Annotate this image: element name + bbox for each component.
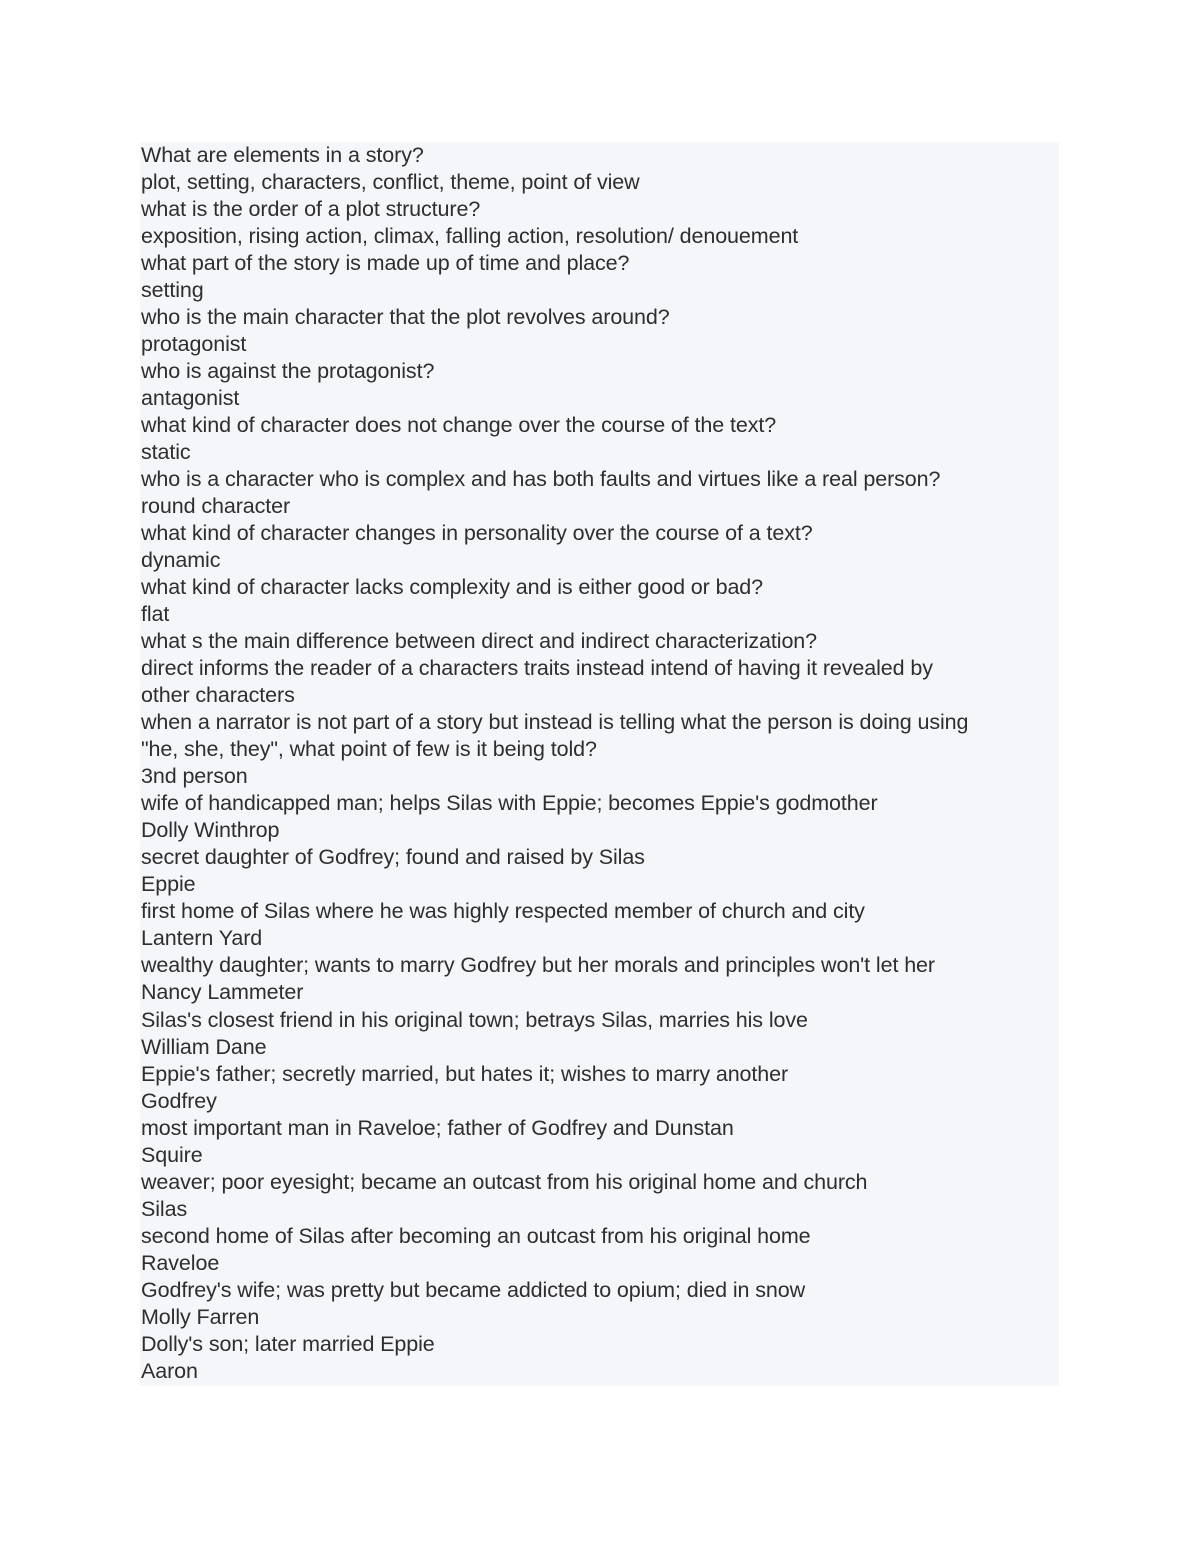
text-line: flat bbox=[141, 602, 170, 627]
text-line: William Dane bbox=[141, 1034, 267, 1059]
text-line: Godfrey bbox=[141, 1088, 217, 1113]
text-line: 3nd person bbox=[141, 764, 248, 789]
text-line: what kind of character does not change over the course of the text? bbox=[141, 413, 777, 438]
text-line: Raveloe bbox=[141, 1250, 220, 1275]
text-line: exposition, rising action, climax, falling action, resolution/ denouement bbox=[141, 224, 799, 249]
text-line: protagonist bbox=[141, 332, 247, 357]
text-line: What are elements in a story? bbox=[141, 143, 424, 167]
text-line: plot, setting, characters, conflict, theme, point of view bbox=[141, 170, 640, 195]
text-line: weaver; poor eyesight; became an outcast from his original home and church bbox=[141, 1169, 868, 1194]
text-line: dynamic bbox=[141, 548, 221, 573]
text-line: what kind of character changes in personality over the course of a text? bbox=[141, 521, 813, 546]
text-line: Molly Farren bbox=[141, 1304, 260, 1329]
text-line: Silas's closest friend in his original town; betrays Silas, marries his love bbox=[141, 1007, 808, 1032]
text-line: when a narrator is not part of a story but instead is telling what the person is doing using bbox=[141, 710, 969, 735]
text-line: who is the main character that the plot revolves around? bbox=[141, 305, 670, 330]
text-line: setting bbox=[141, 278, 204, 303]
text-line: second home of Silas after becoming an outcast from his original home bbox=[141, 1223, 811, 1248]
text-line: what part of the story is made up of time and place? bbox=[141, 251, 630, 276]
text-line: Dolly Winthrop bbox=[141, 818, 280, 843]
text-line: who is a character who is complex and has both faults and virtues like a real person? bbox=[141, 467, 941, 492]
text-line: static bbox=[141, 440, 191, 465]
text-line: antagonist bbox=[141, 386, 240, 411]
text-block bbox=[140, 142, 1059, 1386]
text-line: secret daughter of Godfrey; found and raised by Silas bbox=[141, 845, 645, 870]
text-line: Silas bbox=[141, 1196, 188, 1221]
text-line: Lantern Yard bbox=[141, 926, 263, 951]
text-line: most important man in Raveloe; father of Godfrey and Dunstan bbox=[141, 1115, 734, 1140]
text-line: Squire bbox=[141, 1142, 203, 1167]
text-line: Nancy Lammeter bbox=[141, 980, 304, 1005]
text-line: Eppie bbox=[141, 872, 196, 897]
text-line: other characters bbox=[141, 683, 295, 708]
text-line: Aaron bbox=[141, 1358, 198, 1383]
text-line: Eppie's father; secretly married, but hates it; wishes to marry another bbox=[141, 1061, 789, 1086]
text-line: who is against the protagonist? bbox=[141, 359, 435, 384]
text-line: direct informs the reader of a characters traits instead intend of having it revealed by bbox=[141, 656, 933, 681]
text-line: round character bbox=[141, 494, 291, 519]
text-line: "he, she, they", what point of few is it being told? bbox=[141, 737, 597, 762]
text-line: wife of handicapped man; helps Silas with Eppie; becomes Eppie's godmother bbox=[141, 791, 878, 816]
text-line: wealthy daughter; wants to marry Godfrey but her morals and principles won't let her bbox=[141, 953, 935, 978]
text-line: what kind of character lacks complexity and is either good or bad? bbox=[141, 575, 764, 600]
text-line: Dolly's son; later married Eppie bbox=[141, 1331, 435, 1356]
text-line: what is the order of a plot structure? bbox=[141, 197, 481, 222]
text-line: what s the main difference between direct and indirect characterization? bbox=[141, 629, 818, 654]
text-line: first home of Silas where he was highly respected member of church and city bbox=[141, 899, 865, 924]
text-line: Godfrey's wife; was pretty but became addicted to opium; died in snow bbox=[141, 1277, 806, 1302]
